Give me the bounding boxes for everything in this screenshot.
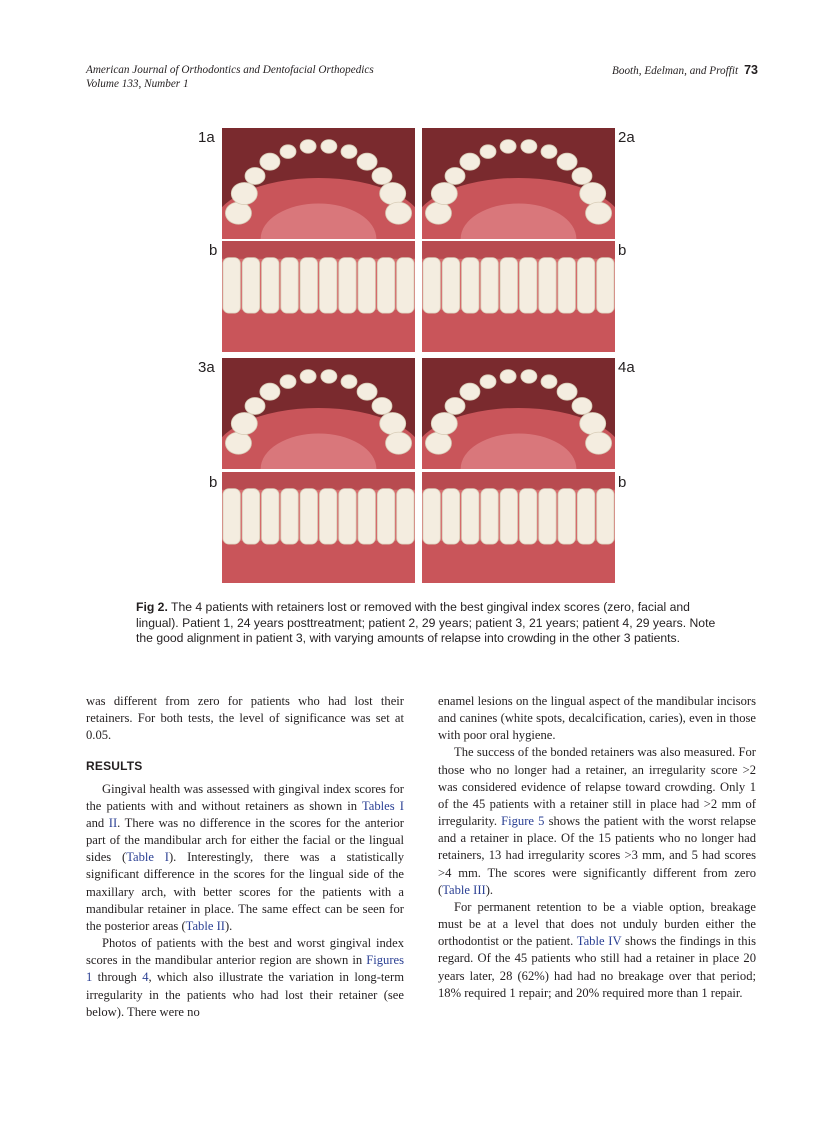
right-paragraph-2: The success of the bonded retainers was also measured. For those who no longer had a retainer, an irregularity score >2 was considered evidence of relapse toward crowding. Only 1 of the 45 patients with a retainer still in place had >2 mm of irregularity. Figure 5 shows the patient with the worst relapse and a retainer in place. Of the 15 patients who no longer had retainers, 13 had irregularity scores >3 mm, and 5 had scores >4 mm. The scores were significantly different from zero (Table III). [438,745,756,897]
figures-1-link[interactable]: Figures 1 [86,953,404,985]
right-paragraph-3: For permanent retention to be a viable option, breakage must be at a level that does not unduly burden either the orthodontist or the patient. Table IV shows the findings in this regard. Of the 45 patients who still had a retainer in place 20 years later, 28 (62%) had had no breakage over that period; 18% required 1 repair; and 20% required more than 1 repair. [438,899,756,1000]
table-i-link[interactable]: Table I [126,850,169,865]
photo-patient3-frontal [222,472,415,583]
right-column [438,693,756,1002]
tables-i-link[interactable]: Tables I [361,798,404,813]
panel-label-1a: 1a [198,129,215,146]
panel-label-4a: 4a [618,359,635,376]
photo-patient4-frontal [422,472,615,583]
panel-label-1b: b [209,242,218,259]
figure-4-link[interactable]: 4 [142,970,149,985]
photo-patient1-frontal [222,241,415,352]
author-page [612,64,758,79]
photo-patient2-occlusal [422,128,615,239]
panel-label-4b: b [618,474,627,491]
caption-label: Fig 2. [136,600,168,614]
panel-label-3a: 3a [198,359,215,376]
photo-patient1-occlusal [222,128,415,239]
table-iii-link[interactable]: Table III [442,882,486,897]
photo-patient4-occlusal [422,358,615,469]
left-column [86,693,404,1021]
authors: Booth, Edelman, and Proffit [612,65,739,77]
table-ii-link-2[interactable]: Table II [185,918,225,933]
table-iv-link[interactable]: Table IV [576,934,622,949]
panel-label-2a: 2a [618,129,635,146]
left-paragraph-1: was different from zero for patients who had lost their retainers. For both tests, the level of significance was set at 0.05. [86,694,404,743]
right-paragraph-1: enamel lesions on the lingual aspect of the mandibular incisors and canines (white spots, decalcification, caries), even in those with poor oral hygiene. [438,694,756,743]
results-heading: RESULTS [86,759,143,774]
table-ii-link[interactable]: II [108,815,118,830]
figure-5-link[interactable]: Figure 5 [501,814,545,829]
left-paragraph-2: Gingival health was assessed with gingival index scores for the patients with and without retainers as shown in Tables I and II. There was no difference in the scores for the anterior part of the mandibular arch for either the facial or the lingual sides (Table I). Interestingly, there was a statistically significant difference in the scores for the lingual side of the maxillary arch, with better scores for the patients with a mandibular retainer in place. The same effect can be seen for the posterior areas (Table II). [86,781,404,933]
journal-title: American Journal of Orthodontics and Dentofacial Orthopedics [86,64,374,76]
panel-label-2b: b [618,242,627,259]
page-number: 73 [744,63,758,77]
figure-2 [198,128,635,583]
photo-patient2-frontal [422,241,615,352]
journal-info [86,64,374,91]
journal-volume: Volume 133, Number 1 [86,77,189,90]
figure-caption [136,600,716,647]
caption-text: The 4 patients with retainers lost or removed with the best gingival index scores (zero, facial and lingual). Patient 1, 24 years posttreatment; patient 2, 29 years; patient 3, 21 years; patient 4, 29 years. Note the good alignment in patient 3, with varying amounts of relapse into crowding in the other 3 patients. [136,600,716,646]
photo-patient3-occlusal [222,358,415,469]
panel-label-3b: b [209,474,218,491]
left-paragraph-3: Photos of patients with the best and worst gingival index scores in the mandibular anterior region are shown in Figures 1 through 4, which also illustrate the variation in long-term irregularity in the patients who had lost their retainer (see below). There were no [86,936,404,1019]
